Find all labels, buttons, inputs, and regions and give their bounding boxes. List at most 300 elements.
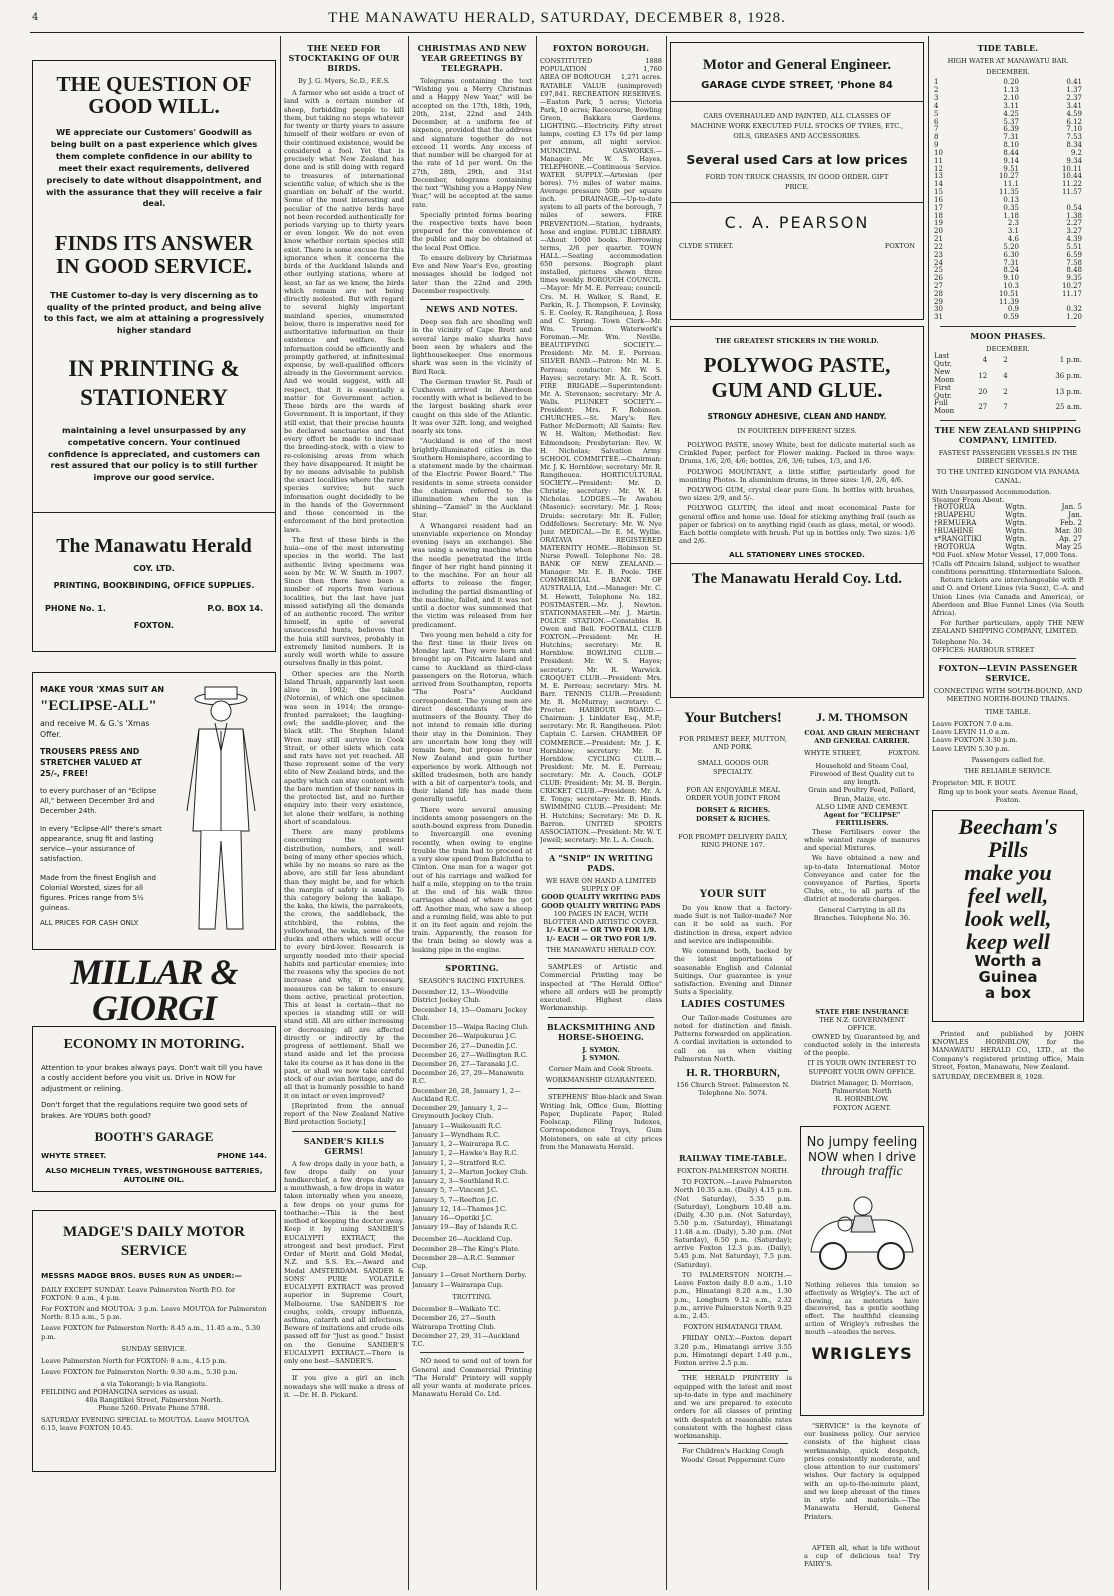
tide-cell: 9.35: [1066, 274, 1082, 283]
levin-s3: TIME TABLE.: [985, 707, 1031, 716]
fixture-item: December 15—Waipa Racing Club.: [412, 1023, 530, 1032]
tide-cell: 11.39: [998, 297, 1019, 306]
printing-text: maintaining a level unsurpassed by any competative concern. Your continued confidence is appreciated, and customers can rest assured that our policy is to still further improve our good service.: [48, 424, 260, 483]
madge-sunday: SUNDAY SERVICE.: [121, 1344, 187, 1353]
imprint-date: SATURDAY, DECEMBER 8, 1928.: [932, 1073, 1045, 1082]
company-services: PRINTING, BOOKBINDING, OFFICE SUPPLIES.: [53, 581, 255, 591]
madge-t3: Leave FOXTON for Palmerston North: 8.45 a.m., 11.45 a.m., 5.30 p.m.: [41, 1324, 261, 1341]
moon-cell: 27: [978, 403, 988, 412]
butchers-l1: FOR PRIMEST BEEF, MUTTON, AND PORK.: [679, 735, 787, 752]
madge-t9: Phone 5260. Private Phone 5788.: [98, 1404, 210, 1413]
beechams-line: Guinea: [978, 968, 1038, 986]
tide-cell: 6.59: [1066, 250, 1082, 259]
stat-label: CONSTITUTED: [540, 57, 593, 65]
stat-label: POPULATION: [540, 65, 587, 74]
tide-cell: 30: [934, 305, 943, 314]
fixture-item: December 26, 28, January 1, 2—Auckland R.C.: [412, 1086, 521, 1103]
stat-value: 1,271 acres.: [620, 73, 662, 82]
moon-cell: 12: [978, 371, 988, 380]
article-paragraph: There are many problems concerning the present distribution, numbers, and well-being of many other species which, while by no means so rare as the above, are still far less abundant than they might be, and for which the margin of safety is small. To this category belong the kakapo, the kaka, the kiwis, the parrakeets, the crows, the saddleback, the stitchbird, the robins, the yellowhead, the weka, some of the ducks and others which will occur to every bird-lover. Research is urgently needed into their special habits and particular enemies; into the reasons why the species do not increase and why, if necessary, measures can be taken to ensure them active, practical protection. This at least is certain—that no species is standing still or will stand still. All are either increasing or decreasing; all are affected directly or indirectly by the progress of settlement. Shall we stand aside and let the process take its course as it has done in the past, or shall we now take careful stock of our avian heritage, and do all that is humanly possible to hand it on intact or even improved?: [284, 828, 404, 1100]
stocktaking-heading: THE NEED FOR STOCKTAKING OF OUR BIRDS.: [288, 43, 400, 73]
tide-cell: 24: [934, 258, 943, 267]
butchers-l4: DORSET & RICHES.: [695, 806, 771, 815]
tide-cell: 2: [934, 86, 939, 95]
moon-cell: First Qutr.: [934, 383, 952, 400]
logo-name: MILLAR & GIORGI: [70, 954, 238, 1022]
tide-cell: 8.10: [1003, 141, 1019, 150]
borough-directory: RATABLE VALUE (unimproved) £97,841. RECREATION RESERVES.—Easton Park, 5 acres; Victoria Park, 10 acres; Racecourse, Bowling Green, Bakkara Gardens. LIGHTING.—Electricity. Fifty street lamps, costing £3 17s 6d per lamp per annum, all night service. MUNICIPAL GASWORKS.—Manager: Mr. W. S. Hayes. TELEPHONE.—Continuous Service. WATER SUPPLY.—Artesian (per bores). 7½ miles of water mains. Average pressure 50lb per square inch. DRAINAGE.—Up-to-date system to all parts of the borough, 7 miles of sewers. FIRE PREVENTION.—Station, hydrants, hose and engine. PUBLIC LIBRARY.—About 1000 books. Borrowing terms, 2/6 per quarter. TOWN HALL.—Seating accommodation 650 persons. Biograph plant installed, pictures shown three times weekly. BOROUGH COUNCIL.—Mayor: Mr M. E. Perreau; council: Crs. M. H. Walker, S. Rand, E. Parkin, R. J. Thompson, F. Lovinsky, S. E. Cooley, R. Rangiheuea, J. Ross and C. Spring. Town Clerk—Mr. Wm. Trueman. Waterwork's Foreman.—Mr. Wm. Neville. BEAUTIFYING SOCIETY.—President: Mr. M. E. Perreau. SILVER BAND.—Patron: Mr. M. E. Perreau; conductor: Mr. W. S. Hayes; secretary: Mr. A. R. Scott. FIRE BRIGADE.—Superintendent: Mr. A. Stevenson; secretary: Mr A. Walls. PLUNKET SOCIETY.—President: Mrs. F. Robinson. CHURCHES.—St. Mary's: Rev. Father McDermott; All Saints: Rev. W. H. Walton; Methodist: Rev. Edmondson; Presbyterian: Rev. W. H. Nicholas; Salvation Army. SCHOOL COMMITTEE.—Chairman: Mr. J. K. Hornblow; secretary: Mr. R. Rangiheuea. HORTICULTURAL SOCIETY.—President: Mr. D. Christie; secretary: Mr. W. H. Nicholas. LODGES.—Te Awahou (Masonic): secretary: Mr. J. Ross; Druids: secretary: Mr. R. Fuller; Oddfellows: Secretary: Mr. W. Nye Junr. MEDICAL.—Dr. E. M. Wyllie. ORATAVA REGISTERED MATERNITY HOME.—Robinson St. Nurse Powell. Telephone No. 28. BANK OF NEW ZEALAND.—Manager: Mr. E. B. Poole. THE COMMERCIAL BANK OF AUSTRALIA, Ltd.—Manager: Mr. C. M. Hewett, Telephone No. 182. POSTMASTER.—Mr. J. Newton. STATIONMASTER.—Mr. J. Martin. POLICE STATION.—Constables R. Owen and Bell. FOOTBALL CLUB FOXTON.—President: Mr. H. Hutchins; secretary: Mr. R. Hornblow. BOWLING CLUB.—President: Mr. W. S. Hayes; secretary: Mr. R. Warwick. CROQUET CLUB.—President: Mrs. M. E. Perreau; secretary: Mrs. M. Barr. TENNIS CLUB.—President: Mr. R. McMurray; secretary: C. Procter. HARBOUR BOARD.—Chairman: J. Linklater Esq., M.P.; secretary: Mr. R. Rangiheuea. Pilot: Captain C. Larsen. CHAMBER OF COMMERCE.—President: Mr. J. K. Hornblow; secretary: Mr. R. Hornblow. CYCLING CLUB.—President: Mr. M. E. Perreau; secretary: Mr. A. Couch. GOLF CLUB: President: Mr. M. B. Bergin. CRICKET CLUB.—President: Mr. A. E. Tongs; secretary: Mr. B. Hinds. SWIMMING CLUB.—President: Mr. H. Hutchins; Secretary: Mr. D. R. Barron. UNITED SPORTS ASSOCIATION.—President: Mr. W. T. Jewell; secretary: Mr. L. A. Couch.: [540, 81, 662, 844]
fixture-item: January 16—Opotiki J.C.: [412, 1214, 493, 1222]
snip-l6: 1/- EACH — OR TWO FOR 1/9.: [545, 934, 657, 943]
moon-cell: 25 a.m.: [1055, 403, 1082, 412]
tide-cell: 25: [934, 266, 943, 275]
tide-cell: 9.14: [1003, 156, 1019, 165]
tide-cell: 1.18: [1003, 211, 1019, 220]
eclipse-suit-ad: [32, 672, 276, 950]
levin-s2: CONNECTING WITH SOUTH-BOUND, AND MEETING NORTH-BOUND TRAINS.: [933, 687, 1083, 704]
levin-heading: FOXTON—LEVIN PASSENGER SERVICE.: [938, 663, 1078, 684]
garage-street: WHYTE STREET.: [41, 1151, 107, 1161]
polywog-top: THE GREATEST STICKERS IN THE WORLD.: [715, 337, 879, 345]
tide-cell: 23: [934, 250, 943, 259]
levin-time: Leave LEVIN 11.0 a.m.: [932, 728, 1010, 737]
ship-cell: †REMUERA: [934, 519, 977, 528]
madge-t7: FEILDING and POHANGINA services as usual.: [41, 1387, 199, 1396]
tide-cell: 10.27: [998, 172, 1019, 181]
goodwill-heading: THE QUESTION OF GOOD WILL.: [56, 72, 252, 119]
moon-row: [932, 353, 1084, 369]
stat-row: [540, 65, 662, 73]
fixture-item: December 26—Waipukurau J.C.: [412, 1032, 517, 1041]
company-coy: COY. LTD.: [133, 564, 175, 574]
railway-heading: RAILWAY TIME-TABLE.: [678, 1153, 788, 1163]
racing-fixtures-list: [412, 988, 532, 1231]
tide-cell: 8: [934, 133, 939, 142]
tide-cell: 3: [934, 94, 939, 103]
tide-cell: 4.59: [1066, 109, 1082, 118]
ship-cell: May 25: [1055, 542, 1082, 551]
ship-cell: †ROTORUA: [934, 503, 975, 512]
service-heading: FINDS ITS ANSWER IN GOOD SERVICE.: [54, 231, 254, 278]
tide-cell: 6.39: [1003, 125, 1019, 134]
news-2: The German trawler St. Pauli of Cuxhaven arrived in Aberdeen recently with what is believed to be the largest basking shark ever caught on this side of the Atlantic. It was over 32ft. long, and weighed nearly six tons.: [412, 377, 532, 436]
wrigleys-h3: through traffic: [821, 1164, 903, 1179]
ship-cell: Mar. 30: [1054, 526, 1082, 535]
shipping-s6: *Oil Fuel. xNew Motor Vessel, 17,000 Tons.: [932, 551, 1078, 560]
fire-4: IT IS YOUR OWN INTEREST TO SUPPORT YOUR OWN OFFICE.: [807, 1059, 917, 1076]
company-name: The Manawatu Herald: [56, 535, 252, 558]
wrigleys-h2: NOW when I drive: [807, 1150, 917, 1164]
tide-cell: 20: [934, 227, 943, 236]
butchers-heading: Your Butchers!: [684, 710, 782, 726]
beechams-line: a box: [984, 984, 1032, 1002]
shipping-s7: †Calls off Pitcairn Island, subject to weather conditions permitting. ‡Intermediate Saloon.: [932, 559, 1083, 576]
butchers-l2: SMALL GOODS OUR SPECIALTY.: [697, 759, 769, 776]
news-4: A Whangarei resident had an unenviable experience on Monday evening (says an exchange). She was using a sewing machine when the needle penetrated the little finger of her right hand pinning it to the machine. For an hour all efforts to release the finger, including the partial dismantling of the machine, failed, and it was not until a doctor was summoned that the victim was released from her predicament.: [412, 521, 532, 629]
tea-text: AFTER all, what is life without a cup of delicious tea! Try FAIRY'S.: [804, 1544, 920, 1569]
motor-engineer-ad: [670, 42, 924, 320]
tide-cell: 5.51: [1066, 242, 1082, 251]
shipping-s11: OFFICES: HARBOUR STREET: [932, 645, 1035, 654]
thomson-p1: Household and Steam Coal, Firewood of Best Quality cut to any length.: [809, 761, 915, 787]
ship-cell: Wgtn.: [1005, 503, 1027, 512]
levin-s5: THE RELIABLE SERVICE.: [963, 767, 1053, 776]
tide-cell: 9.51: [1003, 164, 1019, 173]
tide-cell: 7.10: [1066, 125, 1082, 134]
tide-cell: 3.41: [1066, 101, 1082, 110]
polywog-s2: IN FOURTEEN DIFFERENT SIZES.: [737, 426, 857, 435]
snip-l2: GOOD QUALITY WRITING PADS: [541, 893, 661, 902]
tide-cell: 1.20: [1066, 313, 1082, 322]
moon-cell: 13 p.m.: [1055, 387, 1082, 396]
tide-cell: 11.22: [1061, 180, 1082, 189]
motor-garage: GARAGE CLYDE STREET, 'Phone 84: [701, 80, 893, 91]
fixture-item: January 1, 2—Hawke's Bay R.C.: [412, 1149, 519, 1158]
thomson-street: WHYTE STREET,: [804, 749, 862, 758]
madge-t4: Leave Palmerston North for FOXTON: 9 a.m., 4.15 p.m.: [41, 1357, 227, 1366]
tide-cell: 0.59: [1003, 313, 1019, 322]
moon-heading: MOON PHASES.: [970, 331, 1046, 342]
trotting-list: [412, 1305, 532, 1348]
thomson-s: COAL AND GRAIN MERCHANT AND GENERAL CARRIER.: [804, 729, 920, 746]
moon-cell: Full Moon: [934, 399, 955, 416]
stocktaking-byline: By J. G. Myers, Sc.D., F.E.S.: [298, 77, 390, 85]
greetings-p1: Telegrams containing the text "Wishing you a Merry Christmas and a Happy New Year," will be accepted on the 17th, 18th, 19th, 20th, 21st, 22nd and 24th December, at a uniform fee of sixpence, provided that the address and signature together do not exceed 11 words. Any excess of that number will be charged for at the rate of 1d per word. On the 27th, 28th, 29th, and 31st December, telegrams containing the text "Wishing you a Happy New Year," will be accepted at the same rate.: [412, 77, 532, 209]
car-driver-illustration: [805, 1182, 919, 1278]
moon-cell: 4: [1003, 371, 1008, 380]
thorburn-suit-ad: [670, 884, 796, 1144]
snip-l5: 1/- EACH — OR TWO FOR 1/9.: [545, 926, 657, 935]
tide-cell: 8.44: [1003, 148, 1019, 157]
fire-7: FOXTON AGENT.: [832, 1103, 892, 1112]
tide-cell: 11: [934, 156, 943, 165]
polywog-company: The Manawatu Herald Coy. Ltd.: [691, 570, 902, 587]
moon-row: [932, 400, 1084, 416]
suit-p1: Do you know that a factory-made Suit is not Tailor-made? Nor can it be sold as such. For distinction in dress, expert advice and service are indispensible.: [674, 904, 792, 945]
tide-cell: 10.44: [1061, 172, 1082, 181]
moon-row: [932, 369, 1084, 385]
column-3: [412, 40, 532, 1590]
tide-cell: 0.54: [1066, 203, 1082, 212]
shipping-s5: Steamer From About.: [932, 496, 1005, 505]
tide-cell: 16: [934, 195, 943, 204]
railway-p3: FRIDAY ONLY.—Foxton depart 3.20 p.m., Himatangi arrive 3.55 p.m. Himatangi depart 1.40 p.m., Foxton arrive 2.5 p.m.: [674, 1334, 792, 1368]
tide-cell: 6.30: [1003, 250, 1019, 259]
moon-cell: 36 p.m.: [1055, 371, 1082, 380]
greetings-p3: To ensure delivery by Christmas Eve and New Year's Eve, greeting messages should be lodged not later than the 22nd and 29th December respectively.: [412, 253, 532, 295]
masthead-rule: [30, 32, 1084, 33]
tide-cell: 0.9: [1007, 305, 1019, 314]
shipping-s8: Return tickets are interchangeable with P. and O. and Orient Lines (via Suez), C.-A. and Union Lines (via Canada and America), or Aberdeen and Blue Funnel Lines (via South Africa).: [932, 576, 1084, 618]
wrigleys-text: Nothing relieves this tension so effectively as Wrigley's. The act of chewing, as motorists have discovered, has a gentle soothing effect. The healthful cleansing action of Wrigley's refreshes the mouth —steadies the nerves.: [805, 1282, 919, 1336]
economy-text-2: Don't forget that the regulations require two good sets of brakes. Are YOURS both good?: [41, 1100, 248, 1120]
shipping-table: [932, 504, 1084, 551]
snip-l1: WE HAVE ON HAND A LIMITED SUPPLY OF: [545, 876, 657, 894]
shipping-s9: For further particulars, apply THE NEW ZEALAND SHIPPING COMPANY, LIMITED.: [932, 619, 1084, 636]
tide-table: [932, 79, 1084, 322]
wrigleys-ad: [800, 1126, 924, 1416]
column-2: [284, 40, 404, 1590]
fire-3: OWNED by, Guaranteed by, and conducted solely in the interests of the people.: [804, 1032, 920, 1058]
garage-phone: PHONE 144.: [217, 1151, 267, 1161]
tide-cell: 31: [934, 313, 943, 322]
ship-cell: †ROTORUA: [934, 542, 975, 551]
wrigleys-logo: WRIGLEYS: [811, 1344, 913, 1364]
tide-cell: 1.38: [1066, 211, 1082, 220]
tide-cell: 3.27: [1066, 227, 1082, 236]
madge-t6: a via Tokorangi; b via Rangiotu.: [100, 1379, 208, 1388]
cup-item: January 1—Great Northern Derby.: [412, 1271, 527, 1280]
thorburn-address: 156 Church Street. Palmerston N. Telephone No. 5074.: [676, 1080, 790, 1098]
tide-cell: 0.20: [1003, 78, 1019, 87]
wrigleys-h1: No jumpy feeling: [806, 1135, 918, 1150]
levin-time: Leave LEVIN 5.30 p.m.: [932, 744, 1010, 753]
tide-cell: 7.58: [1066, 258, 1082, 267]
fixture-item: January 5, 7—Vincent J.C.: [412, 1186, 498, 1195]
moon-cell: 7: [1003, 403, 1008, 412]
madge-t5: Leave FOXTON for Palmerston North: 9.30 a.m., 5.30 p.m.: [41, 1368, 238, 1377]
garage-also: ALSO MICHELIN TYRES, WESTINGHOUSE BATTERIES, AUTOLINE OIL.: [45, 1166, 263, 1185]
goodwill-ad: [32, 60, 276, 652]
pearson-street: CLYDE STREET.: [679, 242, 734, 251]
thomson-p6: We have obtained a new and up-to-date International Motor Conveyance and cater for the conveyance of Parties, Sports Clubs, etc., to all parts of the district at moderate charges.: [804, 854, 920, 904]
stat-row: [540, 57, 662, 65]
motor-used-cars: Several used Cars at low prices: [686, 151, 908, 167]
ship-cell: Feb. 2: [1059, 519, 1082, 528]
stocktaking-article: [284, 89, 404, 1126]
tea-notice: [800, 1542, 924, 1592]
service-text: THE Customer to-day is very discerning as to quality of the printed product, and being alive to this fact, we aim at attaining a progressively higher standard: [43, 289, 265, 336]
masthead-title: THE MANAWATU HERALD, SATURDAY, DECEMBER 8, 1928.: [328, 10, 786, 26]
polywog-p2: POLYWOG MOUNTANT, a little stiffer, particularly good for mounting Photos. In aluminium drums, in three sizes: 1/6, 2/6, 4/6.: [679, 467, 915, 484]
tide-cell: 26: [934, 274, 943, 283]
levin-time: Leave FOXTON 3.30 p.m.: [932, 736, 1018, 745]
tide-cell: 11.35: [998, 188, 1019, 197]
fixture-item: December 26, 27—Taranaki J.C.: [412, 1060, 519, 1069]
tide-cell: 9.34: [1066, 156, 1082, 165]
company-box: P.O. BOX 14.: [207, 604, 263, 614]
sanders-heading: SANDER'S KILLS GERMS!: [303, 1135, 385, 1156]
fixture-item: January 2, 3—Southland R.C.: [412, 1177, 510, 1186]
fixture-item: December 26, 27—Dunedin J.C.: [412, 1041, 518, 1050]
railway-timetable: [670, 1148, 796, 1590]
article-paragraph: [Reprinted from the annual report of the New Zealand Native Bird protection Society.]: [284, 1101, 404, 1127]
booths-garage: BOOTH'S GARAGE: [94, 1129, 214, 1145]
pearson-town: FOXTON: [884, 242, 915, 251]
tide-cell: 10.11: [1061, 164, 1082, 173]
service-notice: [800, 1420, 924, 1540]
tide-cell: 4.25: [1003, 109, 1019, 118]
levin-times: [932, 720, 1084, 753]
tide-cell: 9.10: [1003, 274, 1019, 283]
news-5: Two young men beheld a city for the first time in their lives on Monday last. They were born and brought up on Pitcairn Island and came to Auckland as third-class passengers on the Rotorua, which arrived from Southampton, reports "The Post's" Auckland correspondent. The young men are direct descendants of the mutineers of the Bounty. They do not intend to remain idle during their stay in the Dominion. They are uncertain how long they will remain here, but propose to tour New Zealand and gain further experience by work. Although not skilled tradesmen, both are handy with a bit of carpenter's tools, and their island life has made them generally useful.: [412, 630, 532, 804]
ship-cell: Jan.: [1068, 511, 1082, 520]
tide-cell: 8.48: [1066, 266, 1082, 275]
state-fire-insurance-ad: [800, 1006, 924, 1122]
moon-cell: 2: [1003, 387, 1008, 396]
stephens-ink-notice: STEPHENS' Blue-black and Swan Writing Ink, Office Gum, Blotting Paper, Duplicate Paper, Ruled Foolscap, Filing Indexes, Correspondence Trays, Gum Moisteners, on sale at city prices from the Manawatu Herald.: [540, 1093, 662, 1151]
thomson-p4: Agent for "ECLIPSE" FERTILISERS.: [823, 811, 901, 828]
fixture-item: December 29, January 1, 2—Greymouth Jockey Club.: [412, 1104, 509, 1121]
tide-cell: 1.37: [1066, 86, 1082, 95]
tide-cell: 3.1: [1007, 227, 1019, 236]
moon-cell: 20: [978, 387, 988, 396]
butchers-l3: FOR AN ENJOYABLE MEAL ORDER YOUR JOINT FROM: [685, 785, 781, 803]
suit-p3: Our Tailor-made Costumes are noted for distinction and finish. Patterns forwarded on application. A cordial invitation is extended to call on us when visiting Palmerston North.: [674, 1013, 792, 1063]
tide-cell: 0.35: [1003, 203, 1019, 212]
tide-cell: 28: [934, 289, 943, 298]
tide-cell: 0.41: [1066, 78, 1082, 87]
company-phone: PHONE No. 1.: [45, 604, 106, 614]
tide-cell: 7: [934, 125, 939, 134]
fire-1: STATE FIRE INSURANCE: [815, 1008, 909, 1016]
fire-5: District Manager, D. Morrison, Palmerston North: [810, 1078, 914, 1096]
economy-text-1: Attention to your brakes always pays. Don't wait till you have a costly accident before you visit us. Drive in NOW for adjustment or relining.: [41, 1063, 263, 1093]
thomson-ad: [800, 704, 924, 1004]
stat-row: [540, 73, 662, 81]
beechams-line: look well,: [964, 906, 1052, 931]
beechams-line: keep well: [966, 929, 1050, 954]
ship-cell: †RUAPEHU: [934, 511, 976, 520]
suit-line-5: to every purchaser of an "Eclipse All," between December 3rd and December 24th.: [40, 786, 157, 815]
madge-sub: MESSRS MADGE BROS. BUSES RUN AS UNDER:—: [41, 1270, 242, 1280]
tide-row: [932, 314, 1084, 322]
stat-label: AREA OF BOROUGH: [540, 73, 611, 82]
tide-cell: 19: [934, 219, 943, 228]
shipping-s4: With Unsurpassed Accommodation.: [932, 487, 1052, 496]
tide-cell: 1: [934, 78, 939, 87]
fire-2: THE N.Z. GOVERNMENT OFFICE.: [819, 1016, 905, 1033]
proprietor: Proprietor: MR. F. BOUT.: [932, 779, 1017, 788]
shipping-s2: FASTEST PASSENGER VESSELS IN THE DIRECT SERVICE.: [938, 449, 1078, 466]
ship-cell: x*RANGITIKI: [934, 534, 982, 543]
tide-cell: 18: [934, 211, 943, 220]
tide-cell: 15: [934, 188, 943, 197]
closing-quip: If you give a girl an inch nowadays she will make a dress of it. —Dr. H. B. Pickard.: [284, 1374, 404, 1399]
column-rule: [928, 36, 929, 1590]
tide-cell: 4: [934, 101, 939, 110]
tide-cell: 10.51: [998, 289, 1019, 298]
beechams-line: Pills: [987, 837, 1029, 862]
sanders-text: A few drops daily in your bath, a few drops daily on your handkerchief, a few drops daily as a mouthwash, a few drops in water taken internally when you sneeze, a few drops on your gums for toothache:—This is the best method of keeping the doctor away. Keep it by using SANDER'S EUCALYPTI EXTRACT, the strongest and best product. First Order of Merit and Gold Medal, N.Z. and S.S. Ex.—Award and Medal AMSTERDAM. SANDER & SONS' PURE VOLATILE EUCALYPTI EXTRACT was proved superior in Supreme Court, Melbourne. Use SANDER'S for coughs, colds, croupy influenza, asthma, catarrh and all infectious. Beware of imitations and crude oils passed off for "Just as good." Insist on the Genuine SANDER'S EUCALYPTI EXTRACT.—There is only one best—SANDER'S.: [284, 1159, 404, 1366]
tide-cell: 13: [934, 172, 943, 181]
polywog-p1: POLYWOG PASTE, snowy White, best for delicate material such as Crinkled Paper, perfect for Flower making. Packed in three ways: Drums, 1/6, 2/6, 4/6; bottles, 2/6, 3/6; tubes, 1/3, and 1/6.: [679, 440, 915, 466]
beechams-pills-ad: [932, 810, 1084, 1022]
motor-heading: Motor and General Engineer.: [702, 57, 892, 73]
moon-cell: Last Qutr.: [934, 352, 952, 369]
tide-cell: 2.10: [1003, 94, 1019, 103]
motor-services: CARS OVERHAULED AND PAINTED, ALL CLASSES OF MACHINE WORK EXECUTED FULL STOCKS OF TYRES, ETC., OILS, GREASES AND ACCESSORIES.: [690, 112, 904, 140]
tide-cell: 27: [934, 282, 943, 290]
suit-p2: We command both, backed by the latest importations of seasonable English and Colonial Suitings. Our guarantee is your satisfaction. Evening and Dinner Suits a Speciality.: [674, 947, 792, 997]
ship-cell: Ap. 27: [1059, 534, 1082, 543]
polywog-s3: ALL STATIONERY LINES STOCKED.: [729, 549, 865, 559]
madge-motor-ad: [32, 1210, 276, 1472]
moon-cell: 2: [1003, 356, 1008, 365]
tide-cell: 9: [934, 141, 939, 150]
ship-cell: Wgtn.: [1005, 511, 1027, 520]
article-paragraph: Other species are the North Island Thrush, apparently last seen alive in 1902; the takahe (Notornis), of which one specimen was seen in 1914; the orange-fronted parrakeet; the laughing-owl; the saddle-plover, and the black stilt. The Stephen Island Wren may still survive in Cook Strait, or other islets which cats and rats have not yet reached. All these represent some of the very elite of New Zealand birds, and the apathy which can stay content with the bare mention of their names in the protected list, and no further enquiry into their very existence, let alone their welfare, is nothing short of scandalous.: [284, 669, 404, 826]
beechams-line: feel well,: [967, 883, 1049, 908]
fixture-item: January 12, 14—Thames J.C.: [412, 1204, 507, 1213]
printing-notice: NO need to send out of town for General and Commercial Printing "The Herald" Printery will supply all your wants at moderate prices. Manawatu Herald Co. Ltd.: [412, 1357, 532, 1399]
madge-heading: MADGE'S DAILY MOTOR SERVICE: [63, 1224, 245, 1259]
tide-cell: 12: [934, 164, 943, 173]
polywog-s1: STRONGLY ADHESIVE, CLEAN AND HANDY.: [707, 411, 887, 421]
moon-month: DECEMBER.: [986, 345, 1030, 354]
tide-cell: 5.20: [1003, 242, 1019, 251]
tide-cell: 8.34: [1066, 141, 1082, 150]
fixture-item: December 26, 27—Wellington R.C.: [412, 1050, 528, 1059]
madge-t2: For FOXTON and MOUTOA: 3 p.m. Leave MOUTOA for Palmerston North: 8.15 a.m., 5 p.m.: [41, 1304, 267, 1322]
herald-printery: THE HERALD PRINTERY is equipped with the latest and most up-to-date in type and machinery and we are prepared to execute orders for all classes of printing with despatch at reasonable rates consistent with the highest class workmanship.: [674, 1374, 792, 1441]
levin-s4: Passengers called for.: [971, 755, 1045, 764]
tide-cell: 11.57: [1061, 188, 1082, 197]
snip-l3: GOOD QUALITY WRITING PADS: [541, 901, 661, 910]
trotting-item: December 8—Waikato T.C.: [412, 1305, 501, 1314]
news-3: "Auckland is one of the most brightly-illuminated cities in the Southern Hemisphere, according to a statement made by the chairman of the Electric Power Board." The residents in some streets consider the chairman referred to the illumination when the sun is shining—"Zamiel" in the Auckland Star.: [412, 437, 532, 520]
cup-item: January 1—Wairarapa Cup.: [412, 1280, 504, 1289]
polywog-p3: POLYWOG GUM, crystal clear pure Gum. In bottles with brushes, two sizes: 2/9, and 5/-.: [679, 486, 915, 503]
fire-6: R. HORNBLOW.: [835, 1095, 889, 1104]
suit-heading: YOUR SUIT: [699, 889, 767, 900]
man-in-suit-illustration: [171, 681, 271, 941]
tide-cell: 2.37: [1066, 94, 1082, 103]
news-heading: NEWS AND NOTES.: [426, 304, 518, 315]
fixture-item: January 1, 2—Wairarapa R.C.: [412, 1140, 510, 1149]
moon-cell: 1 p.m.: [1059, 356, 1082, 365]
company-town: FOXTON.: [133, 621, 175, 631]
cup-item: December 28—A.R.C. Summer Cup.: [412, 1253, 515, 1271]
butchers-l5: DORSET & RICHES.: [695, 814, 771, 823]
railway-p1: TO FOXTON.—Leave Palmerston North 10.35 a.m. (Daily) 4.15 p.m. (Not Saturday), 5.35 p.m. (Saturday), Longburn 10.48 a.m. (Daily, 4.30 p.m. (Not Saturday), 5.50 p.m. (Saturday), Himatangi 11.48 a.m. (Daily), 5.30 p.m. (Not Saturday), 6.50 p.m. (Saturday); arrive Foxton 12.3 p.m. (Daily), 5.45 p.m. Not Saturday), 7.5 p.m. (Saturday).: [674, 1178, 792, 1269]
article-paragraph: The first of these birds is the huia—one of the most interesting species in the world. The last authentic living specimens was seen by Mr. W. W. Smith in 1907. Since then there have been a number of reports from various localities, but the last have just missed satisfying all the demands of an authentic record. The writer himself, in spite of several unsuccessful hunts, believes that the huia still survives, probably in extremely limited numbers. It is surely well worth while to assure ourselves finally in this point.: [284, 535, 404, 668]
tide-month: DECEMBER.: [986, 68, 1030, 77]
tide-cell: 4.6: [1007, 235, 1019, 244]
suit-line-7: Made from the finest English and Colonial Worsted, sizes for all figures. Prices range from 5½ guineas.: [40, 873, 156, 912]
news-6: There were several amusing incidents among passengers on the south-bound express from Dunedin to Invercargill one evening recently, when owing to engine trouble the train had to proceed at a very slow speed from Balclutha to Clinton. One man for a wager got out of his carriage and walked for half a mile, stepping on to the train at the end of his walk three carriages ahead of where he got off. Another man, who saw a sheep and a running field, was able to put it on its feet again and rejoin the train. Apparently, the reason for the train being so slowly was a leaking pipe in the engine.: [412, 805, 532, 954]
tide-cell: 10.3: [1003, 282, 1019, 290]
snip-heading: A "SNIP" IN WRITING PADS.: [549, 852, 653, 873]
tide-cell: 7.31: [1003, 133, 1019, 142]
column-rule: [666, 36, 667, 1590]
suit-line-2: "ECLIPSE-ALL": [40, 698, 157, 714]
railway-s1: FOXTON-PALMERSTON NORTH.: [676, 1167, 790, 1175]
thomson-p2: Grain and Poultry Feed, Pollard, Bran, Maize, etc.: [808, 786, 916, 803]
tide-cell: 22: [934, 242, 943, 251]
shipping-heading: THE NEW ZEALAND SHIPPING COMPANY, LIMITED.: [934, 425, 1082, 445]
tide-cell: 6: [934, 117, 939, 126]
butchers-l6: FOR PROMPT DELIVERY DAILY, RING PHONE 167.: [678, 832, 788, 850]
trotting-item: December 26, 27—South Wairarapa Trotting Club.: [412, 1314, 496, 1331]
stat-value: 1888: [645, 57, 662, 65]
printing-heading: IN PRINTING & STATIONERY: [68, 356, 240, 410]
tide-cell: 0.32: [1066, 305, 1082, 314]
ship-row: [932, 544, 1084, 552]
madge-t1: DAILY EXCEPT SUNDAY. Leave Palmerston North P.O. for FOXTON: 9 a.m., 4 p.m.: [41, 1285, 236, 1302]
shipping-s10: Telephone No. 34.: [932, 637, 993, 646]
tide-cell: 14: [934, 180, 943, 189]
ship-cell: Wgtn.: [1005, 534, 1027, 543]
ship-cell: †RUAHINE: [934, 526, 974, 535]
blacksmith-heading: BLACKSMITHING AND HORSE-SHOEING.: [546, 1021, 656, 1042]
thomson-town: FOXTON.: [888, 749, 920, 758]
tide-cell: 11.1: [1003, 180, 1019, 189]
pearson-name: C. A. PEARSON: [724, 213, 870, 233]
page-number: 4: [32, 12, 39, 23]
imprint: Printed and published by JOHN KNOWLES HORNBLOW, for the MANAWATU HERALD CO., LTD., at the Company's registered printing office, Main Street, Foxton, Manawatu, New Zealand.: [932, 1030, 1084, 1071]
thomson-p5: These Fertilisers cover the whole wanted range of manures and special Mixtures.: [804, 827, 920, 853]
